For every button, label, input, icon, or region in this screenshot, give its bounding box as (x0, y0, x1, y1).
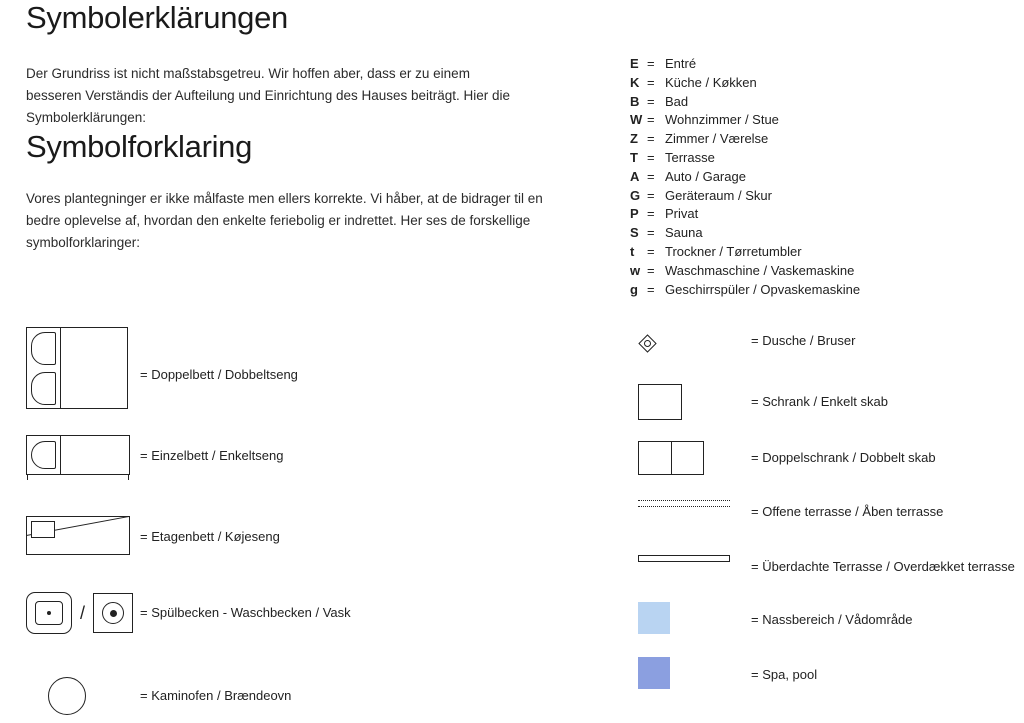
abbreviation-value: Geräteraum / Skur (665, 187, 772, 203)
legend-item-covered-terrace (638, 545, 1018, 600)
legend-item-shower (638, 325, 1018, 380)
legend-label: = Doppelbett / Dobbeltseng (140, 367, 298, 382)
page-title-de: Symbolerklärungen (26, 0, 288, 35)
abbreviation-value: Sauna (665, 225, 703, 241)
legend-item-spa-pool (638, 655, 1018, 710)
abbreviation-equals: = (647, 149, 655, 165)
abbreviation-row (630, 263, 990, 282)
abbreviation-equals: = (647, 93, 655, 109)
abbreviation-row (630, 56, 990, 75)
legend-label: = Etagenbett / Køjeseng (140, 529, 280, 544)
covered-terrace-icon (638, 545, 730, 552)
abbreviation-key: W (630, 112, 643, 128)
abbreviation-row (630, 150, 990, 169)
abbreviation-equals: = (647, 225, 655, 241)
abbreviation-equals: = (647, 262, 655, 278)
abbreviation-value: Geschirrspüler / Opvaskemaskine (665, 281, 861, 297)
abbreviation-key: K (630, 74, 640, 90)
legend-item-single-cabinet (638, 380, 1018, 435)
abbreviation-key: g (630, 281, 638, 297)
legend-label: = Überdachte Terrasse / Overdækket terrasse (751, 559, 1015, 574)
legend-label: = Nassbereich / Vådområde (751, 612, 913, 627)
intro-paragraph-dk: Vores plantegninger er ikke målfaste men ellers korrekte. Vi håber, at de bidrager til en bedre oplevelse af, hvordan den enkelte feriebolig er indrettet. Her ses de forskellige symbolforklaringer: (26, 191, 543, 250)
abbreviation-equals: = (647, 168, 655, 184)
washbasin-icon (26, 592, 72, 634)
abbreviation-row (630, 206, 990, 225)
legend-item-bunk-bed (26, 505, 596, 583)
abbreviation-value: Auto / Garage (665, 168, 746, 184)
double-bed-icon (26, 327, 128, 409)
separator-slash: / (80, 602, 86, 623)
abbreviation-value: Bad (665, 93, 689, 109)
abbreviation-value: Küche / Køkken (665, 74, 757, 90)
page-title-dk: Symbolforklaring (26, 129, 253, 164)
legend-item-wood-stove (26, 661, 596, 721)
single-cabinet-icon (638, 384, 682, 420)
abbreviation-key: S (630, 225, 639, 241)
abbreviation-key: G (630, 187, 641, 203)
single-bed-icon (26, 435, 130, 475)
abbreviation-value: Waschmaschine / Vaskemaskine (665, 262, 855, 278)
abbreviation-equals: = (647, 74, 655, 90)
abbreviation-key: E (630, 56, 639, 71)
abbreviation-row (630, 169, 990, 188)
legend-label: = Spa, pool (751, 667, 818, 682)
legend-item-single-bed (26, 427, 596, 505)
bunk-bed-icon (26, 516, 130, 555)
abbreviation-row (630, 244, 990, 263)
abbreviation-value: Terrasse (665, 149, 715, 165)
abbreviation-value: Trockner / Tørretumbler (665, 243, 802, 259)
legend-label: = Schrank / Enkelt skab (751, 394, 888, 409)
abbreviation-value: Wohnzimmer / Stue (665, 112, 779, 128)
abbreviation-equals: = (647, 187, 655, 203)
abbreviation-key: w (630, 262, 641, 278)
legend-list-right (638, 325, 1018, 710)
wood-stove-icon (48, 677, 86, 715)
abbreviation-key: P (630, 206, 639, 222)
open-terrace-icon (638, 490, 730, 497)
abbreviation-key: B (630, 93, 640, 109)
abbreviation-equals: = (647, 56, 655, 71)
legend-item-double-cabinet (638, 435, 1018, 490)
sink-washbasin-icon (26, 592, 133, 634)
abbreviation-equals: = (647, 112, 655, 128)
abbreviation-row (630, 282, 990, 301)
legend-list-left (26, 327, 596, 721)
abbreviation-row (630, 75, 990, 94)
abbreviation-row (630, 131, 990, 150)
abbreviation-value: Zimmer / Værelse (665, 131, 769, 147)
legend-item-double-bed (26, 327, 596, 427)
abbreviation-row (630, 188, 990, 207)
abbreviation-key: t (630, 243, 635, 259)
sink-icon (93, 593, 133, 633)
legend-label: = Spülbecken - Waschbecken / Vask (140, 605, 351, 620)
abbreviation-row (630, 225, 990, 244)
legend-label: = Einzelbett / Enkeltseng (140, 448, 284, 463)
abbreviation-row (630, 112, 990, 131)
spa-pool-swatch-icon (638, 657, 670, 689)
legend-label: = Kaminofen / Brændeovn (140, 688, 292, 703)
left-text-column (26, 0, 606, 254)
abbreviation-value: Entré (665, 56, 697, 71)
abbreviation-key: Z (630, 131, 638, 147)
legend-label: = Offene terrasse / Åben terrasse (751, 504, 944, 519)
legend-item-open-terrace (638, 490, 1018, 545)
abbreviation-equals: = (647, 281, 655, 297)
abbreviation-key: T (630, 149, 638, 165)
abbreviation-equals: = (647, 243, 655, 259)
abbreviation-value: Privat (665, 206, 699, 222)
abbreviation-equals: = (647, 206, 655, 222)
shower-icon (638, 329, 658, 349)
legend-item-wet-area (638, 600, 1018, 655)
abbreviation-equals: = (647, 131, 655, 147)
wet-area-swatch-icon (638, 602, 670, 634)
abbreviation-key: A (630, 168, 640, 184)
double-cabinet-icon (638, 441, 704, 475)
legend-label: = Doppelschrank / Dobbelt skab (751, 450, 936, 465)
legend-item-sink (26, 583, 596, 661)
legend-label: = Dusche / Bruser (751, 333, 856, 348)
intro-paragraph-de: Der Grundriss ist nicht maßstabsgetreu. Wir hoffen aber, dass er zu einem besseren Verständis der Aufteilung und Einrichtung des Hauses beiträgt. Hier die Symbolerklärungen: (26, 66, 511, 125)
abbreviation-row (630, 94, 990, 113)
abbreviation-list (630, 56, 990, 300)
